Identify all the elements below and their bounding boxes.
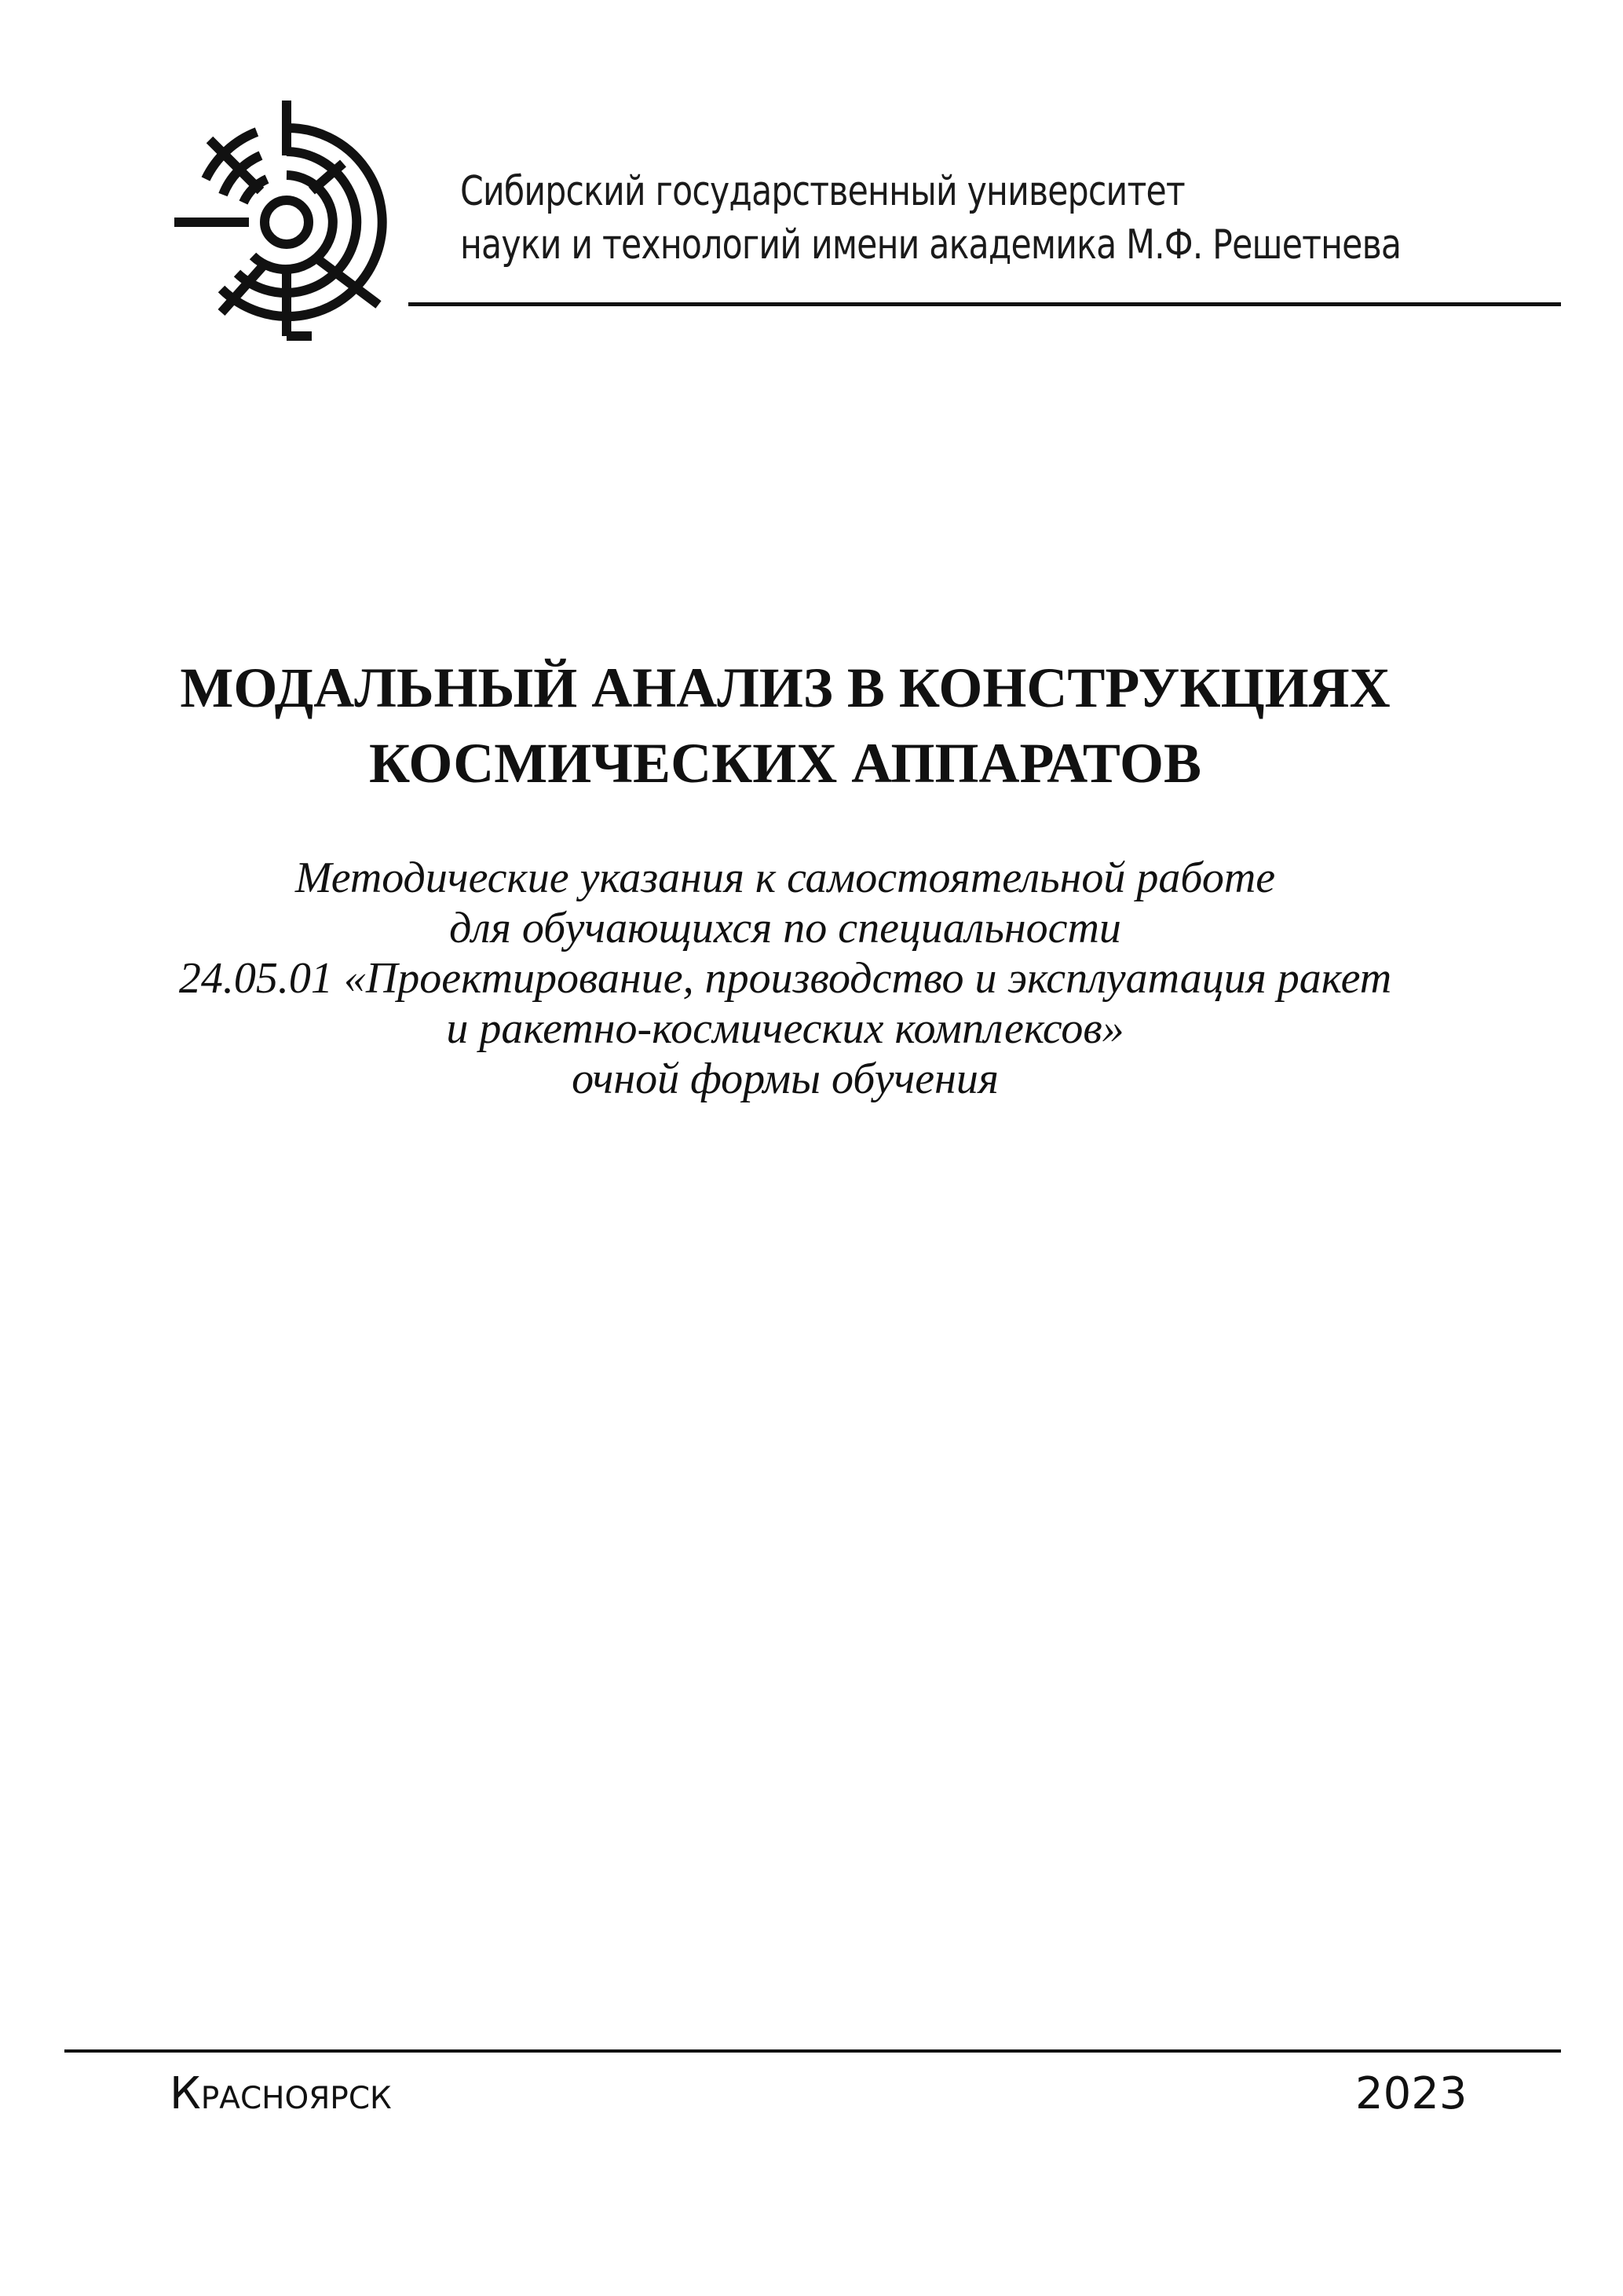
document-subtitle-line-3: 24.05.01 «Проектирование, производство и эксплуатация ракет — [178, 954, 1392, 1003]
footer-divider — [64, 2049, 1561, 2053]
document-subtitle-line-2: для обучающихся по специальности — [449, 904, 1121, 952]
document-subtitle — [0, 853, 1570, 1104]
publication-year: 2023 — [1355, 2068, 1468, 2119]
document-title — [0, 650, 1570, 801]
publication-city: Красноярск — [170, 2068, 392, 2119]
document-subtitle-line-1: Методические указания к самостоятельной работе — [294, 854, 1276, 902]
university-name — [460, 165, 1401, 272]
university-name-line-2: науки и технологий имени академика М.Ф. Решетнева — [460, 221, 1402, 269]
university-emblem-icon — [174, 101, 399, 344]
header-divider — [408, 302, 1561, 306]
document-subtitle-line-4: и ракетно-космических комплексов» — [446, 1004, 1124, 1053]
document-subtitle-line-5: очной формы обучения — [572, 1055, 999, 1103]
university-name-line-1: Сибирский государственный университет — [460, 168, 1185, 215]
document-title-line-2: КОСМИЧЕСКИХ АППАРАТОВ — [368, 732, 1202, 795]
document-title-line-1: МОДАЛЬНЫЙ АНАЛИЗ В КОНСТРУКЦИЯХ — [180, 656, 1391, 719]
